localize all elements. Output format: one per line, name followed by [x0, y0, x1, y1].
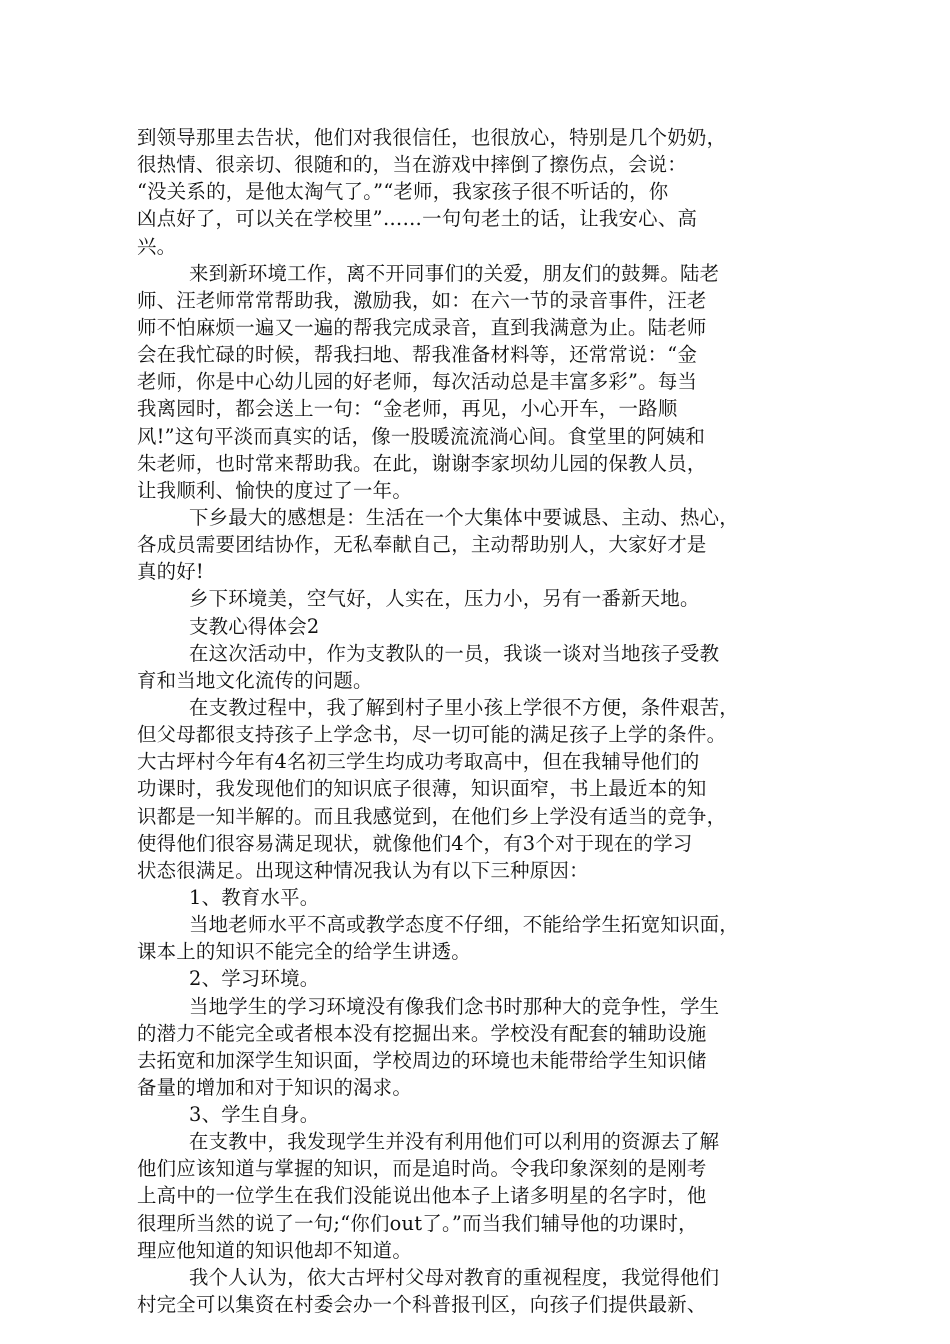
text-line: 我离园时，都会送上一句：“金老师，再见，小心开车，一路顺	[137, 397, 678, 421]
text-line: 在支教中，我发现学生并没有利用他们可以利用的资源去了解	[189, 1130, 720, 1154]
text-line: 乡下环境美，空气好，人实在，压力小，另有一番新天地。	[189, 587, 700, 611]
text-line: 师不怕麻烦一遍又一遍的帮我完成录音，直到我满意为止。陆老师	[137, 315, 707, 339]
text-line: 到领导那里去告状，他们对我很信任，也很放心，特别是几个奶奶，	[137, 126, 727, 149]
text-line: 当地老师水平不高或教学态度不仔细，不能给学生拓宽知识面，	[189, 913, 739, 937]
text-line: 育和当地文化流传的问题。	[137, 668, 373, 692]
text-line: 师、汪老师常常帮助我，激励我，如：在六一节的录音事件，汪老	[137, 288, 707, 312]
text-line: 备量的增加和对于知识的渴求。	[137, 1075, 412, 1099]
text-line: 但父母都很支持孩子上学念书，尽一切可能的满足孩子上学的条件。	[137, 723, 727, 747]
text-line: 各成员需要团结协作，无私奉献自己，主动帮助别人，大家好才是	[137, 533, 707, 557]
text-line: 他们应该知道与掌握的知识，而是追时尚。令我印象深刻的是刚考	[137, 1157, 707, 1181]
text-line: 课本上的知识不能完全的给学生讲透。	[137, 940, 471, 964]
text-line: 很热情、很亲切、很随和的，当在游戏中摔倒了擦伤点，会说：	[137, 153, 687, 177]
text-line: “没关系的，是他太淘气了。”“老师，我家孩子很不听话的，你	[137, 180, 669, 204]
text-line: 2、学习环境。	[189, 967, 320, 991]
text-line: 上高中的一位学生在我们没能说出他本子上诸多明星的名字时，他	[137, 1184, 707, 1208]
text-line: 我个人认为，依大古坪村父母对教育的重视程度，我觉得他们	[189, 1265, 720, 1289]
text-line: 在这次活动中，作为支教队的一员，我谈一谈对当地孩子受教	[189, 641, 720, 665]
text-line: 真的好!	[137, 560, 204, 584]
text-line: 去拓宽和加深学生知识面，学校周边的环境也未能带给学生知识储	[137, 1048, 707, 1072]
text-line: 会在我忙碌的时候，帮我扫地、帮我准备材料等，还常常说：“金	[137, 343, 698, 367]
text-line: 功课时，我发现他们的知识底子很薄，知识面窄，书上最近本的知	[137, 777, 707, 801]
text-line: 3、学生自身。	[189, 1103, 320, 1127]
text-line: 老师，你是中心幼儿园的好老师，每次活动总是丰富多彩”。每当	[137, 370, 698, 394]
text-line: 来到新环境工作，离不开同事们的关爱，朋友们的鼓舞。陆老	[189, 261, 720, 285]
text-line: 在支教过程中，我了解到村子里小孩上学很不方便，条件艰苦，	[189, 695, 739, 719]
text-line: 支教心得体会2	[189, 614, 320, 638]
text-line: 凶点好了，可以关在学校里”……一句句老土的话，让我安心、高	[137, 207, 698, 231]
text-line: 朱老师，也时常来帮助我。在此，谢谢李家坝幼儿园的保教人员，	[137, 451, 707, 475]
text-line: 风!”这句平淡而真实的话，像一股暖流流淌心间。食堂里的阿姨和	[137, 424, 706, 448]
text-line: 大古坪村今年有4名初三学生均成功考取高中，但在我辅导他们的	[137, 750, 700, 774]
text-line: 的潜力不能完全或者根本没有挖掘出来。学校没有配套的辅助设施	[137, 1021, 707, 1045]
text-line: 很理所当然的说了一句;“你们out了。”而当我们辅导他的功课时，	[137, 1211, 698, 1235]
text-line: 村完全可以集资在村委会办一个科普报刊区，向孩子们提供最新、	[137, 1293, 707, 1317]
text-line: 兴。	[137, 234, 177, 258]
text-line: 当地学生的学习环境没有像我们念书时那种大的竞争性，学生	[189, 994, 720, 1018]
text-line: 下乡最大的感想是：生活在一个大集体中要诚恳、主动、热心，	[189, 505, 739, 529]
text-line: 状态很满足。出现这种情况我认为有以下三种原因：	[137, 858, 589, 882]
document-body	[137, 124, 817, 1318]
text-line: 使得他们很容易满足现状，就像他们4个，有3个对于现在的学习	[137, 831, 693, 855]
text-line: 识都是一知半解的。而且我感觉到，在他们乡上学没有适当的竞争，	[137, 804, 727, 828]
text-line: 理应他知道的知识他却不知道。	[137, 1238, 412, 1262]
text-line: 1、教育水平。	[189, 885, 320, 909]
text-line: 让我顺利、愉快的度过了一年。	[137, 478, 412, 502]
